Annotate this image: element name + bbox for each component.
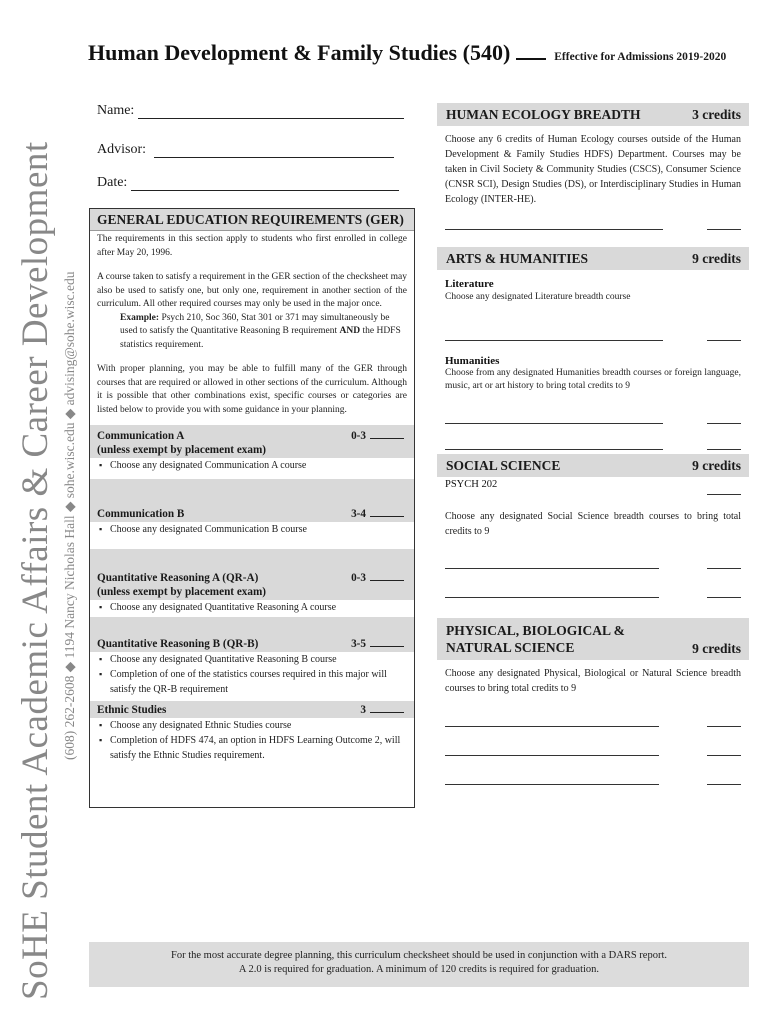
qr-b-title: Quantitative Reasoning B (QR-B): [97, 638, 259, 650]
ger-para1: A course taken to satisfy a requirement in the GER section of the checksheet may also be used to satisfy one, but only one, requirement in another section of the curriculum. All other required courses may only be used in the major once.: [97, 272, 407, 309]
phys-header: [437, 618, 749, 660]
sidebar-office-name: SoHE Student Academic Affairs & Career Development: [15, 141, 56, 1000]
ger-section-comm-a: [90, 425, 414, 473]
comm-a-credits: 0-3: [351, 429, 404, 443]
human-ecology-credits: 3 credits: [692, 107, 741, 122]
ethnic-bullet-2: ▪ Completion of HDFS 474, an option in HDFS Learning Outcome 2, will satisfy the Ethnic Studies requirement.: [90, 733, 414, 763]
social-text: Choose any designated Social Science breadth courses to bring total credits to 9: [445, 511, 741, 537]
example-text: Psych 210, Soc 360, Stat 301 or 371 may simultaneously be used to satisfy the Quantitative Reasoning B requirement: [120, 312, 390, 336]
page-title: Human Development & Family Studies (540): [88, 40, 511, 65]
qr-b-bullet-1: ▪ Choose any designated Quantitative Reasoning B course: [90, 652, 414, 667]
human-ecology-header: [437, 103, 749, 126]
literature-blank[interactable]: [437, 323, 749, 341]
ger-intro: The requirements in this section apply to students who first enrolled in college after May 20, 1996.: [97, 234, 407, 258]
qr-a-bullet: ▪ Choose any designated Quantitative Reasoning A course: [90, 600, 414, 615]
arts-humanities-section: [437, 247, 749, 450]
ger-separator: [90, 617, 414, 635]
footer-line-2: A 2.0 is required for graduation. A minimum of 120 credits is required for graduation.: [238, 964, 600, 975]
name-label: Name:: [97, 103, 135, 118]
comm-b-title: Communication B: [97, 508, 185, 520]
advisor-line[interactable]: [154, 144, 394, 158]
psych-course: PSYCH 202: [445, 479, 498, 490]
example-label: Example:: [120, 312, 160, 323]
footer-note: [89, 942, 749, 987]
ethnic-title: Ethnic Studies: [97, 704, 167, 716]
natural-science-section: [437, 618, 749, 785]
page-header: [88, 40, 748, 70]
phys-blank-2[interactable]: [437, 738, 749, 756]
literature-text: Choose any designated Literature breadth course: [445, 292, 631, 302]
social-header: [437, 454, 749, 477]
social-science-section: [437, 454, 749, 598]
title-underline: [516, 58, 546, 60]
footer-line-1: For the most accurate degree planning, this curriculum checksheet should be used in conjunction with a DARS report.: [171, 950, 667, 961]
humanities-label: Humanities: [445, 355, 500, 367]
humanities-text: Choose from any designated Humanities breadth courses or foreign language, music, art or art history to bring total credits to 9: [445, 368, 741, 391]
ger-section-qr-b: [90, 635, 414, 697]
comm-a-title2: (unless exempt by placement exam): [97, 444, 267, 456]
sidebar-contact-info: (608) 262-2608 ◆ 1194 Nancy Nicholas Hall ◆ sohe.wisc.edu ◆ advising@sohe.wisc.edu: [62, 271, 77, 760]
psych-row[interactable]: [437, 479, 749, 495]
humanities-blank-1[interactable]: [437, 406, 749, 424]
name-line[interactable]: [138, 105, 404, 119]
phys-title: PHYSICAL, BIOLOGICAL &: [446, 623, 625, 638]
advisor-label: Advisor:: [97, 142, 146, 157]
comm-a-bullet: ▪ Choose any designated Communication A course: [90, 458, 414, 473]
ger-title: GENERAL EDUCATION REQUIREMENTS (GER): [90, 209, 414, 231]
human-ecology-section: [437, 103, 749, 230]
arts-header: [437, 247, 749, 270]
comm-b-credits: 3-4: [351, 507, 404, 521]
comm-b-header: [90, 505, 414, 522]
example-and: AND: [339, 326, 361, 336]
qr-b-credits: 3-5: [351, 637, 404, 651]
ger-box: [89, 208, 415, 808]
social-credits: 9 credits: [692, 458, 741, 473]
qr-a-header: [90, 569, 414, 600]
phys-text: Choose any designated Physical, Biological or Natural Science breadth courses to bring total credits to 9: [445, 668, 741, 694]
qr-b-bullet-2: ▪ Completion of one of the statistics courses required in this major will satisfy the QR-B requirement: [90, 667, 414, 697]
advisor-field[interactable]: [97, 142, 394, 158]
ger-para2: With proper planning, you may be able to fulfill many of the GER through courses that are required or allowed in other sections of the curriculum. Although it is possible that other combinations exist, specific courses or categories are listed below to provide you with some guidance in your planning.: [97, 364, 407, 415]
human-ecology-title: HUMAN ECOLOGY BREADTH: [446, 107, 641, 122]
ger-separator: [90, 479, 414, 505]
social-blank-1[interactable]: [437, 551, 749, 569]
arts-title: ARTS & HUMANITIES: [446, 251, 589, 266]
ger-section-ethnic: [90, 701, 414, 763]
example-end: the HDFS statistics requirement.: [120, 326, 401, 350]
phys-blank-1[interactable]: [437, 709, 749, 727]
social-title: SOCIAL SCIENCE: [446, 458, 561, 473]
date-line[interactable]: [131, 177, 399, 191]
date-label: Date:: [97, 175, 128, 190]
ger-section-comm-b: [90, 505, 414, 537]
ethnic-credits: 3: [360, 703, 404, 717]
human-ecology-blank[interactable]: [437, 212, 749, 230]
arts-credits: 9 credits: [692, 251, 741, 266]
phys-credits: 9 credits: [692, 641, 741, 656]
literature-label: Literature: [445, 278, 494, 290]
social-blank-2[interactable]: [437, 580, 749, 598]
qr-b-header: [90, 635, 414, 652]
date-field[interactable]: [97, 175, 399, 191]
name-field[interactable]: [97, 103, 404, 119]
qr-a-credits: 0-3: [351, 571, 404, 585]
phys-blank-3[interactable]: [437, 767, 749, 785]
humanities-blank-2[interactable]: [437, 432, 749, 450]
ger-section-qr-a: [90, 569, 414, 615]
ger-example: [90, 312, 414, 353]
ethnic-header: [90, 701, 414, 718]
qr-a-title2: (unless exempt by placement exam): [97, 586, 267, 598]
effective-date: Effective for Admissions 2019-2020: [554, 51, 727, 63]
ger-separator: [90, 549, 414, 569]
comm-b-bullet: ▪ Choose any designated Communication B course: [90, 522, 414, 537]
comm-a-title: Communication A: [97, 430, 185, 442]
ethnic-bullet-1: ▪ Choose any designated Ethnic Studies course: [90, 718, 414, 733]
phys-title2: NATURAL SCIENCE: [446, 640, 575, 655]
human-ecology-text: Choose any 6 credits of Human Ecology courses outside of the Human Development & Family Studies HDFS) Department. Courses may be taken in Civil Society & Community Studies (CSCS), Consumer Science (CNSR SCI), Design Studies (DS), or Interdisciplinary Studies in Human Ecology (INTER-HE).: [445, 134, 741, 205]
qr-a-title: Quantitative Reasoning A (QR-A): [97, 572, 259, 584]
comm-a-header: [90, 425, 414, 458]
